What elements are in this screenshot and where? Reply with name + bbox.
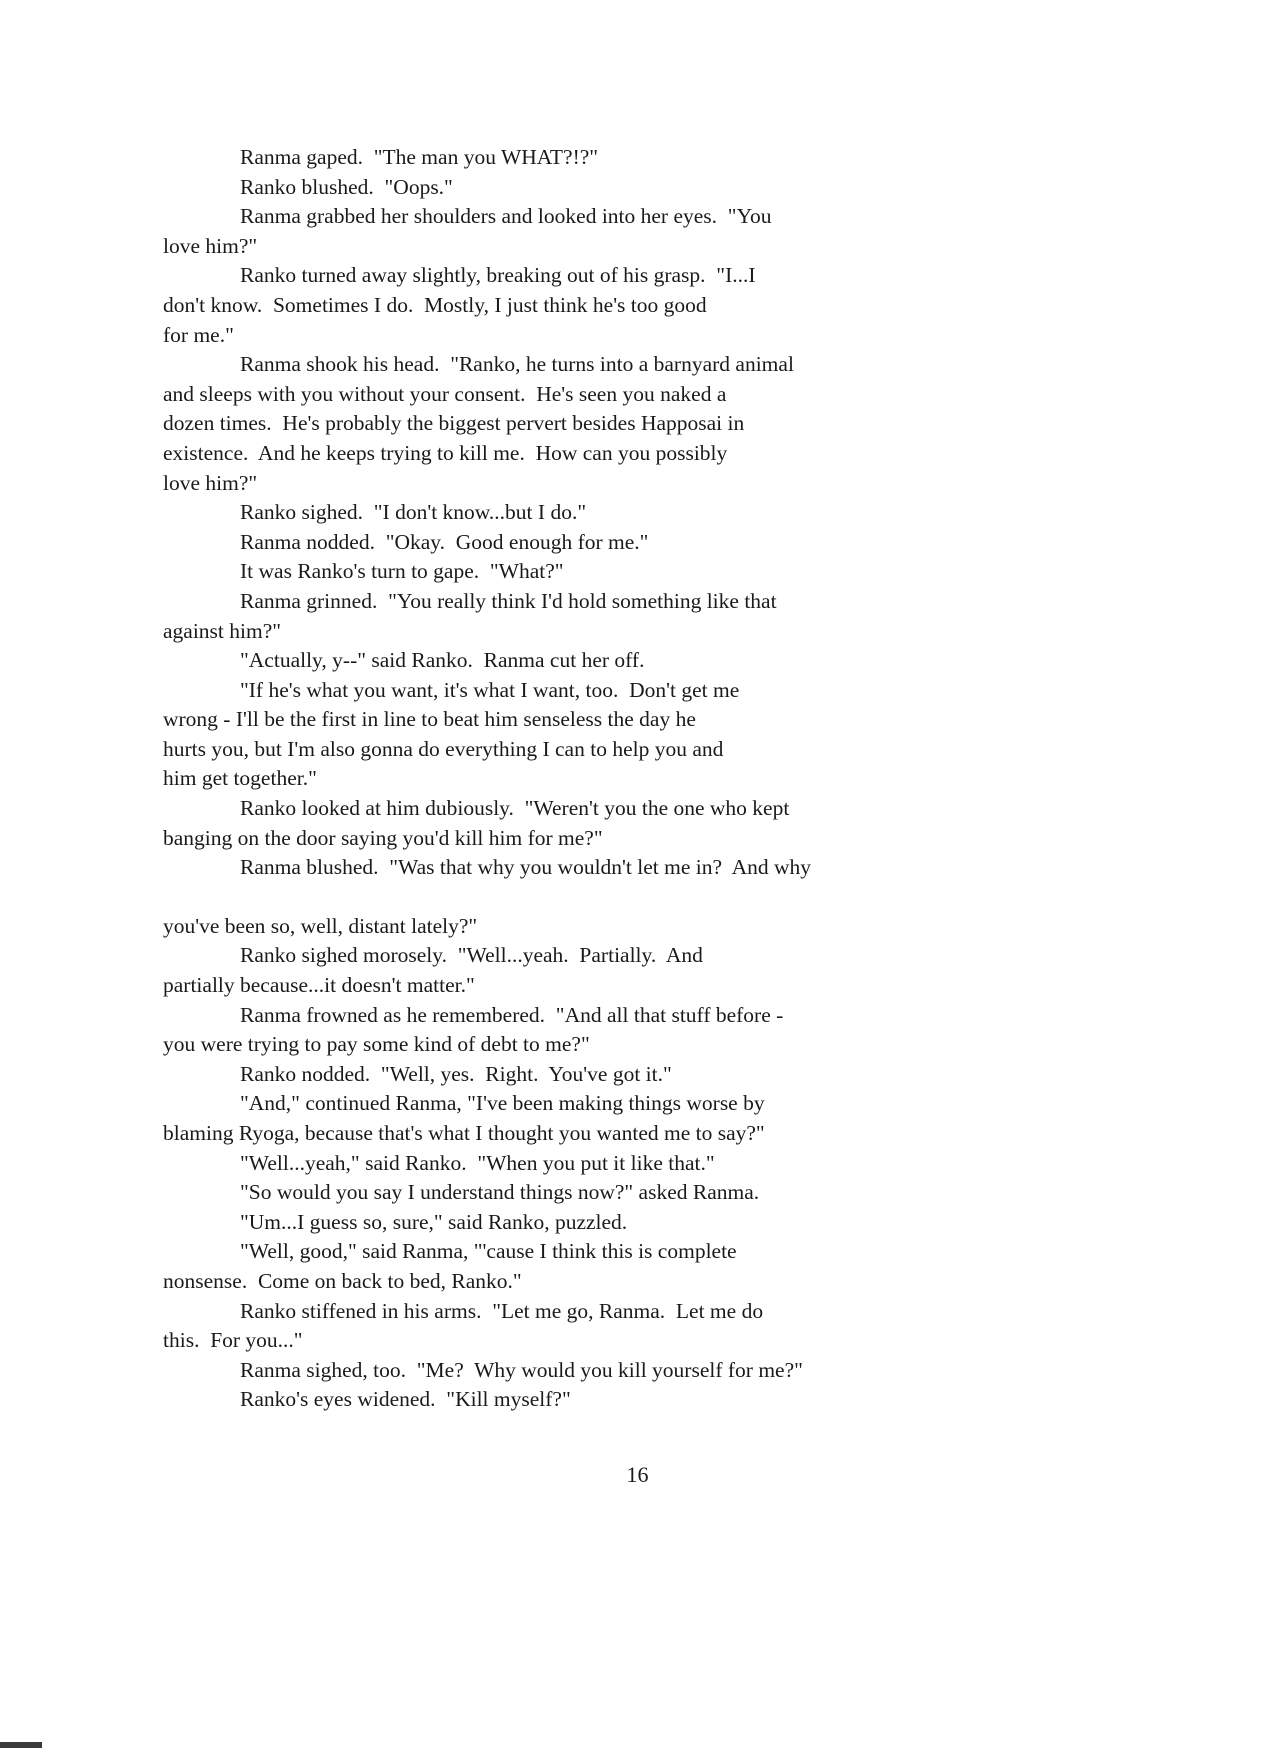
text-line: Ranko stiffened in his arms. "Let me go, Ranma. Let me do: [240, 1298, 764, 1323]
text-line: Ranma gaped. "The man you WHAT?!?": [240, 145, 599, 169]
text-line: "Um...I guess so, sure," said Ranko, puzzled.: [240, 1209, 628, 1234]
text-line: love him?": [163, 233, 258, 258]
text-line: Ranma frowned as he remembered. "And all that stuff before -: [240, 1002, 784, 1027]
text-line: Ranko blushed. "Oops.": [240, 174, 453, 199]
text-line: "If he's what you want, it's what I want, too. Don't get me: [240, 677, 740, 702]
text-line: for me.": [163, 322, 234, 347]
text-line: love him?": [163, 470, 258, 495]
text-line: and sleeps with you without your consent. He's seen you naked a: [163, 381, 727, 406]
text-line: Ranko looked at him dubiously. "Weren't you the one who kept: [240, 796, 790, 821]
text-line: Ranko nodded. "Well, yes. Right. You've got it.": [240, 1061, 672, 1086]
text-line: don't know. Sometimes I do. Mostly, I just think he's too good: [163, 292, 707, 317]
text-line: It was Ranko's turn to gape. "What?": [240, 559, 564, 584]
text-line: nonsense. Come on back to bed, Ranko.": [163, 1268, 522, 1293]
text-line: "And," continued Ranma, "I've been making things worse by: [240, 1091, 765, 1116]
text-line: Ranma grabbed her shoulders and looked into her eyes. "You: [240, 204, 772, 229]
text-line: Ranma blushed. "Was that why you wouldn't let me in? And why: [240, 855, 812, 880]
text-line: Ranma sighed, too. "Me? Why would you kill yourself for me?": [240, 1357, 803, 1382]
text-line: existence. And he keeps trying to kill me. How can you possibly: [163, 440, 728, 465]
text-line: blaming Ryoga, because that's what I thought you wanted me to say?": [163, 1121, 765, 1145]
page-number: 16: [626, 1462, 649, 1487]
text-line: Ranko sighed. "I don't know...but I do.": [240, 500, 587, 525]
text-line: "Well...yeah," said Ranko. "When you put it like that.": [240, 1150, 715, 1175]
text-line: Ranko sighed morosely. "Well...yeah. Partially. And: [240, 943, 703, 968]
text-line: banging on the door saying you'd kill him for me?": [163, 825, 603, 850]
text-line: "So would you say I understand things now?" asked Ranma.: [240, 1180, 760, 1205]
text-line: partially because...it doesn't matter.": [163, 973, 475, 998]
text-line: "Actually, y--" said Ranko. Ranma cut her off.: [240, 648, 645, 673]
text-line: against him?": [163, 618, 282, 643]
text-line: him get together.": [163, 766, 317, 791]
text-line: hurts you, but I'm also gonna do everything I can to help you and: [163, 736, 724, 761]
text-line: dozen times. He's probably the biggest pervert besides Happosai in: [163, 411, 745, 436]
text-line: this. For you...": [163, 1328, 303, 1353]
text-line: Ranma shook his head. "Ranko, he turns into a barnyard animal: [240, 352, 794, 377]
text-line: you've been so, well, distant lately?": [163, 913, 478, 938]
text-line: Ranko turned away slightly, breaking out of his grasp. "I...I: [240, 263, 756, 288]
text-line: Ranko's eyes widened. "Kill myself?": [240, 1387, 571, 1412]
text-line: Ranma grinned. "You really think I'd hold something like that: [240, 588, 777, 613]
text-line: wrong - I'll be the first in line to beat him senseless the day he: [163, 707, 696, 732]
text-line: Ranma nodded. "Okay. Good enough for me.": [240, 529, 649, 554]
body-text: [163, 143, 923, 1415]
text-line: you were trying to pay some kind of debt to me?": [163, 1032, 590, 1057]
text-line: "Well, good," said Ranma, "'cause I think this is complete: [240, 1239, 737, 1264]
scan-edge-mark: [0, 1742, 42, 1748]
